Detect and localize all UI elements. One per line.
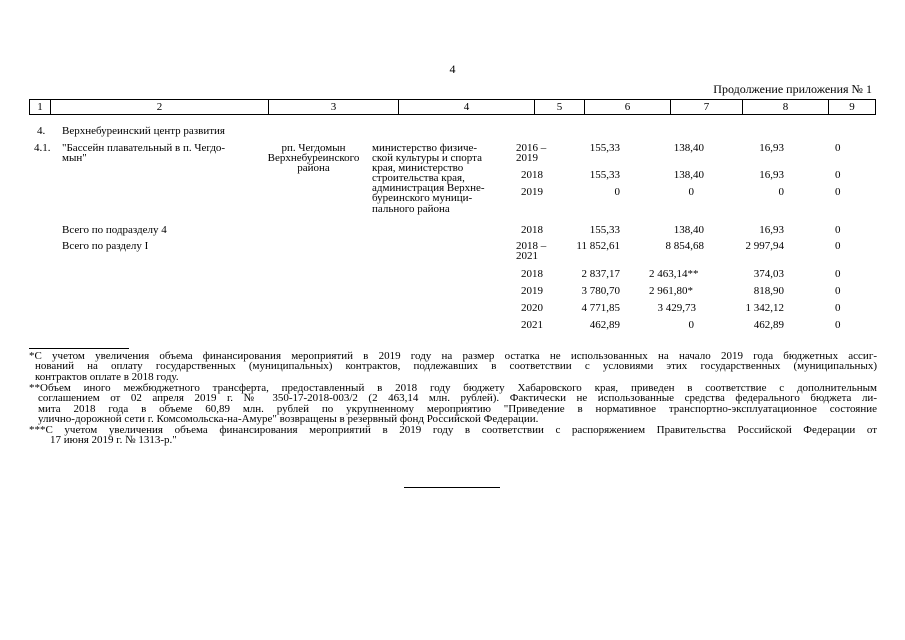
regional-cell: 462,89 — [753, 319, 784, 331]
item-responsible-line: администрация Верхне- — [372, 182, 485, 194]
federal-cell: 2 463,14** — [649, 268, 699, 280]
other-cell: 0 — [835, 240, 841, 252]
footnote-line: **Объем иного межбюджетного трансферта, предоставленный в 2018 году бюджету Хабаровского края, приведен в соответствие с дополнительным — [29, 382, 877, 394]
item-location-line: рп. Чегдомын — [281, 142, 346, 154]
item-number: 4.1. — [34, 142, 51, 154]
total-cell: 4 771,85 — [581, 302, 620, 314]
year-cell: 2021 — [521, 319, 543, 331]
regional-cell: 16,93 — [759, 169, 784, 181]
regional-cell: 16,93 — [759, 224, 784, 236]
footnote-line: контрактов оплате в 2018 году. — [35, 370, 179, 383]
footnote-line: ***С учетом увеличения объема финансирования мероприятий в 2019 году в соответствии с распоряжением Правительства Российской Федерации от — [29, 424, 877, 436]
regional-cell: 1 342,12 — [745, 302, 784, 314]
item-responsible-line: ской культуры и спорта — [372, 152, 482, 164]
footnote — [29, 351, 877, 382]
regional-cell: 16,93 — [759, 142, 784, 154]
other-cell: 0 — [835, 268, 841, 280]
year-cell: 2019 — [521, 186, 543, 198]
year-cell: 2016 – — [516, 142, 547, 154]
item-responsible-line: края, министерство — [372, 162, 464, 174]
continuation-label: Продолжение приложения № 1 — [713, 82, 872, 96]
col-header: 6 — [585, 100, 671, 114]
footnote-line: мита 2018 года в объеме 60,89 млн. рублей по укрупненному мероприятию "Приведение в нормативное транспортно-эксплуатационное состояние — [38, 402, 877, 415]
col-header: 7 — [671, 100, 743, 114]
year-cell: 2020 — [521, 302, 543, 314]
section-number: 4. — [37, 125, 46, 137]
federal-cell: 8 854,68 — [665, 240, 704, 252]
footnote-line: 17 июня 2019 г. № 1313-р." — [50, 434, 177, 447]
federal-cell: 138,40 — [673, 224, 704, 236]
year-cell: 2018 — [521, 169, 543, 181]
footnote-line: *С учетом увеличения объема финансирования мероприятий в 2019 году на размер остатка не использованных на начало 2019 года бюджетных ассиг- — [29, 350, 877, 362]
total-cell: 0 — [614, 186, 620, 198]
section-title: Верхнебуреинский центр развития — [62, 125, 225, 137]
footnote-line: соглашением от 02 апреля 2019 г. № 350-17-2018-003/2 (2 463,14 млн. рублей). Фактически не использованные средства федерального бюджета ли- — [38, 392, 877, 405]
total-label: Всего по разделу I — [62, 240, 149, 252]
other-cell: 0 — [835, 224, 841, 236]
item-responsible-line: пального района — [372, 203, 450, 215]
total-cell: 11 852,61 — [576, 240, 620, 252]
item-location-line: района — [297, 162, 330, 174]
total-cell: 3 780,70 — [581, 285, 620, 297]
item-responsible-line: министерство физиче- — [372, 142, 478, 154]
table-header — [29, 99, 876, 115]
federal-cell: 0 — [688, 319, 694, 331]
federal-cell: 138,40 — [673, 169, 704, 181]
col-header: 2 — [51, 100, 269, 114]
total-cell: 155,33 — [589, 169, 620, 181]
federal-cell: 3 429,73 — [657, 302, 696, 314]
year-cell: 2018 – — [516, 240, 547, 252]
year-cell: 2019 — [516, 152, 538, 164]
regional-cell: 818,90 — [753, 285, 784, 297]
col-header: 5 — [535, 100, 585, 114]
page-number: 4 — [449, 62, 456, 76]
regional-cell: 2 997,94 — [745, 240, 784, 252]
footnote-line: улично-дорожной сети г. Комсомольска-на-Амуре" возвращены в резервный фонд Российской Федерации. — [38, 413, 539, 426]
year-cell: 2018 — [521, 268, 543, 280]
footnote-line: нований на оплату государственных (муниципальных) контрактов, подлежавших в соответствии с условиями этих государственных (муниципальных) — [35, 360, 877, 373]
col-header: 3 — [269, 100, 399, 114]
total-cell: 462,89 — [589, 319, 620, 331]
federal-cell: 0 — [688, 186, 694, 198]
other-cell: 0 — [835, 285, 841, 297]
col-header: 1 — [30, 100, 51, 114]
total-cell: 155,33 — [589, 224, 620, 236]
footnote — [29, 383, 877, 425]
item-name-line: "Бассейн плавательный в п. Чегдо- — [62, 142, 226, 154]
other-cell: 0 — [835, 319, 841, 331]
other-cell: 0 — [835, 186, 841, 198]
year-cell: 2019 — [521, 285, 543, 297]
col-header: 4 — [399, 100, 535, 114]
total-cell: 155,33 — [589, 142, 620, 154]
end-separator — [404, 487, 500, 488]
footnote-separator — [29, 348, 129, 349]
other-cell: 0 — [835, 169, 841, 181]
footnote — [29, 425, 877, 446]
item-name-line: мын" — [62, 152, 87, 164]
regional-cell: 0 — [778, 186, 784, 198]
year-cell: 2018 — [521, 224, 543, 236]
federal-cell: 2 961,80* — [649, 285, 693, 297]
federal-cell: 138,40 — [673, 142, 704, 154]
col-header: 9 — [849, 101, 855, 113]
regional-cell: 374,03 — [753, 268, 784, 280]
subtotal-label: Всего по подразделу 4 — [62, 224, 167, 236]
other-cell: 0 — [835, 142, 841, 154]
year-cell: 2021 — [516, 250, 538, 262]
item-responsible-line: буреинского муници- — [372, 192, 473, 204]
col-header: 8 — [743, 100, 829, 114]
other-cell: 0 — [835, 302, 841, 314]
total-cell: 2 837,17 — [581, 268, 620, 280]
item-responsible-line: строительства края, — [372, 172, 465, 184]
item-location-line: Верхнебуреинского — [267, 152, 360, 164]
